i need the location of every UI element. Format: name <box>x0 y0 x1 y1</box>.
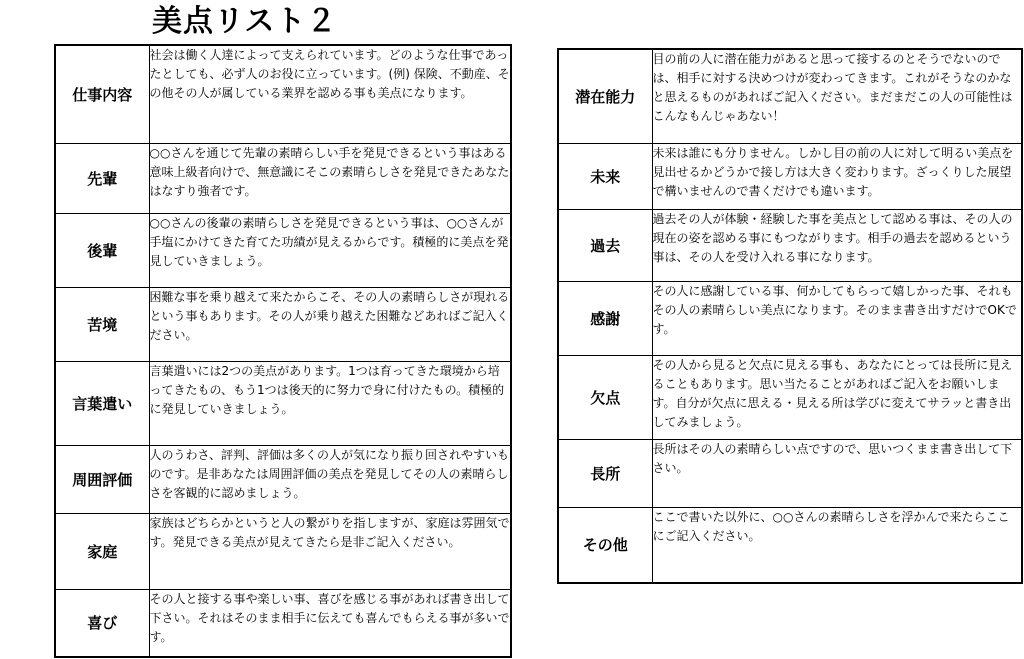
row-label: 仕事内容 <box>55 45 149 143</box>
row-description: 長所はその人の素晴らしい点ですので、思いつくまま書き出して下さい。 <box>652 439 1022 507</box>
row-label: 喜び <box>55 589 149 657</box>
bitten-list-table-left <box>54 44 512 658</box>
row-description: ○○さんの後輩の素晴らしさを発見できるという事は、○○さんが手塩にかけてきた育てた功績が見えるからです。積極的に美点を発見していきましょう。 <box>149 213 511 287</box>
table-row <box>55 143 511 213</box>
row-description: その人に感謝している事、何かしてもらって嬉しかった事、それもその人の素晴らしい美点になります。そのまま書き出すだけでOKです。 <box>652 281 1022 355</box>
row-description: 過去その人が体験・経験した事を美点として認める事は、その人の現在の姿を認める事にもつながります。相手の過去を認めるという事は、その人を受け入れる事になります。 <box>652 209 1022 281</box>
page-title: 美点リスト２ <box>152 4 338 39</box>
table-row <box>558 281 1022 355</box>
table-row <box>55 361 511 445</box>
row-description: 困難な事を乗り越えて来たからこそ、その人の素晴らしさが現れるという事もあります。その人が乗り越えた困難などあればご記入ください。 <box>149 287 511 361</box>
row-label: その他 <box>558 507 652 583</box>
row-description: 目の前の人に潜在能力があると思って接するのとそうでないのでは、相手に対する決めつけが変わってきます。これがそうなのかなと思えるものがあればご記入ください。まだまだこの人の可能性はこんなもんじゃあない！ <box>652 49 1022 143</box>
table-row <box>55 213 511 287</box>
row-description: ここで書いた以外に、○○さんの素晴らしさを浮かんで来たらここにご記入ください。 <box>652 507 1022 583</box>
table-row <box>558 507 1022 583</box>
row-description: 家族はどちらかというと人の繋がりを指しますが、家庭は雰囲気です。発見できる美点が見えてきたら是非ご記入ください。 <box>149 513 511 589</box>
table-row <box>55 445 511 513</box>
row-description: 言葉遣いには2つの美点があります。1つは育ってきた環境から培ってきたもの、もう1つは後天的に努力で身に付けたもの。積極的に発見していきましょう。 <box>149 361 511 445</box>
row-label: 苦境 <box>55 287 149 361</box>
row-label: 感謝 <box>558 281 652 355</box>
table-row <box>558 439 1022 507</box>
row-label: 過去 <box>558 209 652 281</box>
row-label: 先輩 <box>55 143 149 213</box>
row-label: 欠点 <box>558 355 652 439</box>
row-label: 後輩 <box>55 213 149 287</box>
row-label: 長所 <box>558 439 652 507</box>
row-label: 未来 <box>558 143 652 209</box>
row-label: 潜在能力 <box>558 49 652 143</box>
row-label: 周囲評価 <box>55 445 149 513</box>
table-row <box>55 45 511 143</box>
table-row <box>558 355 1022 439</box>
bitten-list-table-right <box>557 48 1023 584</box>
table-row <box>558 143 1022 209</box>
row-description: ○○さんを通じて先輩の素晴らしい手を発見できるという事はある意味上級者向けで、無意識にそこの素晴らしさを発見できたあなたはなすり強者です。 <box>149 143 511 213</box>
table-row <box>558 209 1022 281</box>
table-row <box>558 49 1022 143</box>
row-label: 家庭 <box>55 513 149 589</box>
table-row <box>55 513 511 589</box>
row-description: その人と接する事や楽しい事、喜びを感じる事があれば書き出して下さい。それはそのまま相手に伝えても喜んでもらえる事が多いです。 <box>149 589 511 657</box>
table-row <box>55 287 511 361</box>
row-description: 人のうわさ、評判、評価は多くの人が気になり振り回されやすいものです。是非あなたは周囲評価の美点を発見してその人の素晴らしさを客観的に認めましょう。 <box>149 445 511 513</box>
table-row <box>55 589 511 657</box>
row-description: その人から見ると欠点に見える事も、あなたにとっては長所に見えることもあります。思い当たることがあればご記入をお願いします。自分が欠点に思える・見える所は学びに変えてサラッと書き出してみましょう。 <box>652 355 1022 439</box>
row-label: 言葉遣い <box>55 361 149 445</box>
row-description: 未来は誰にも分りません。しかし目の前の人に対して明るい美点を見出せるかどうかで接し方は大きく変わります。ざっくりした展望で構いませんので書くだけでも違います。 <box>652 143 1022 209</box>
row-description: 社会は働く人達によって支えられています。どのような仕事であったとしても、必ず人のお役に立っています。(例) 保険、不動産、その他その人が属している業界を認める事も美点になります。 <box>149 45 511 143</box>
